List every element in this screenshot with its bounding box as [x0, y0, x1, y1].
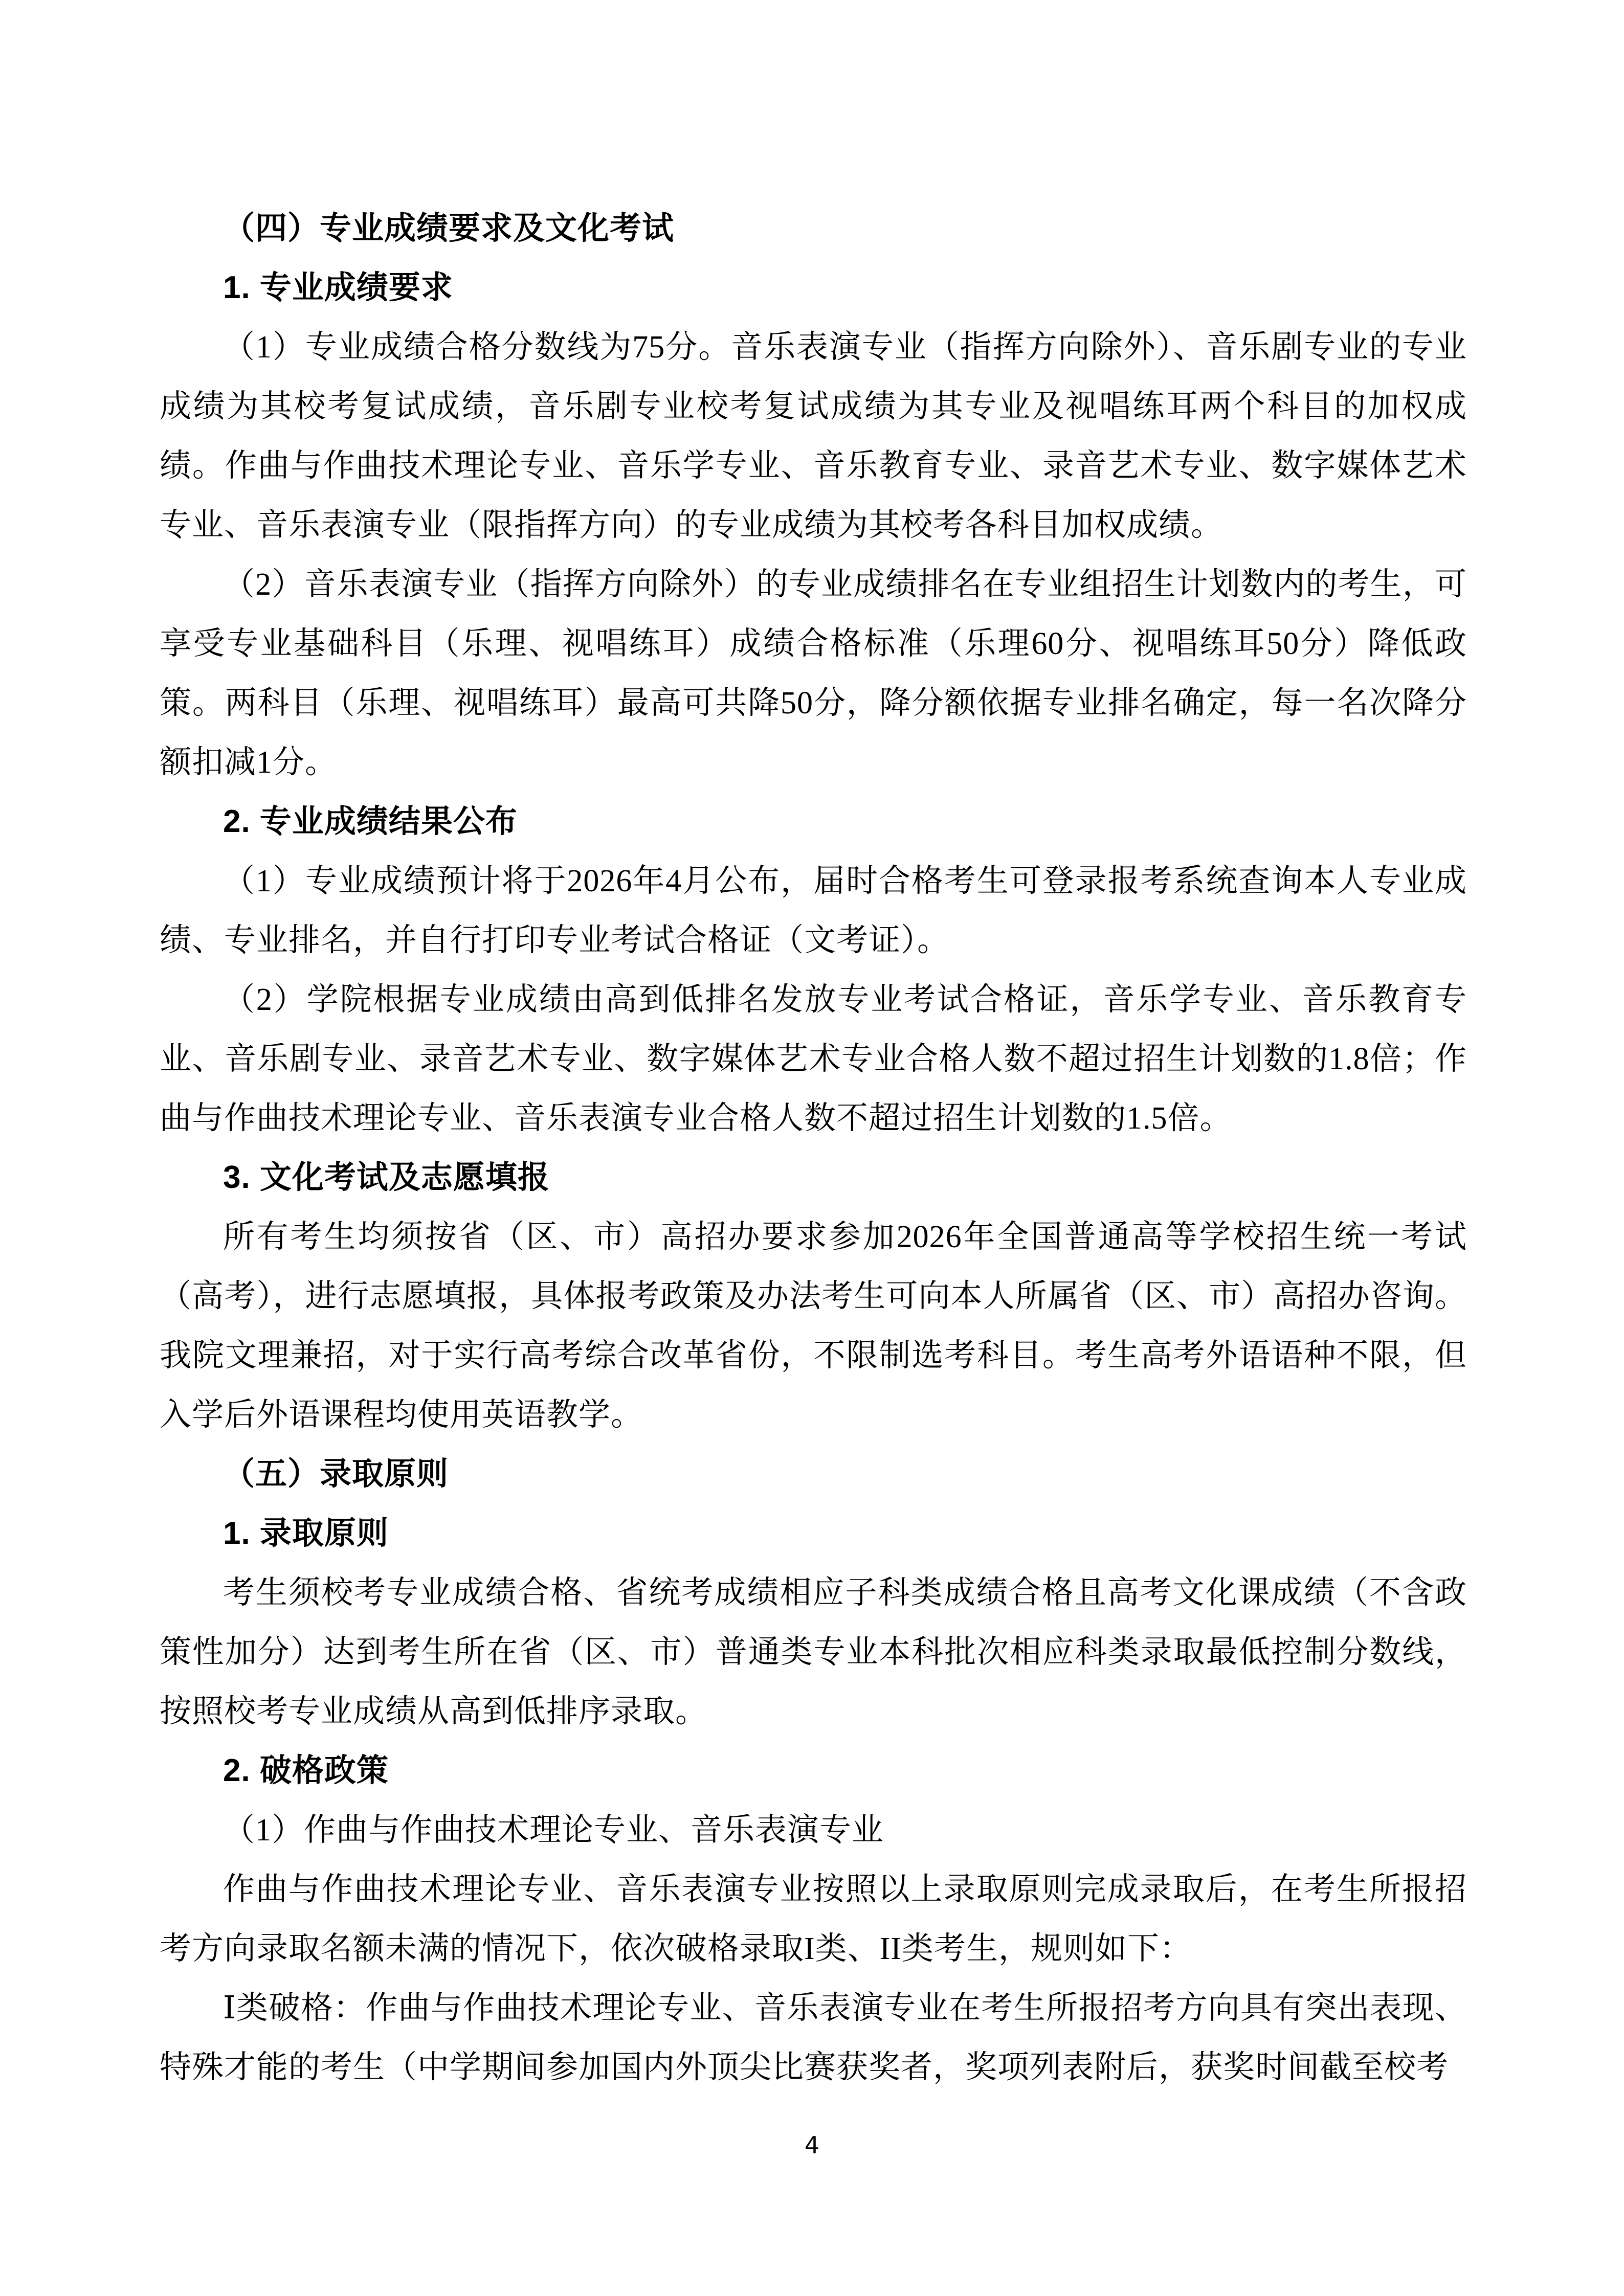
paragraph: 所有考生均须按省（区、市）高招办要求参加2026年全国普通高等学校招生统一考试（高考），进行志愿填报，具体报考政策及办法考生可向本人所属省（区、市）高招办咨询。我院文理兼招，对于实行高考综合改革省份，不限制选考科目。考生高考外语语种不限，但入学后外语课程均使用英语教学。 [160, 1220, 1467, 1432]
section-heading-admission-principles: （五）录取原则 [223, 1456, 449, 1492]
paragraph: （1）专业成绩预计将于2026年4月公布，届时合格考生可登录报考系统查询本人专业成绩、专业排名，并自行打印专业考试合格证（文考证）。 [160, 864, 1467, 958]
paragraph: （1）作曲与作曲技术理论专业、音乐表演专业 [223, 1813, 884, 1848]
paragraph: Ⅰ类破格：作曲与作曲技术理论专业、音乐表演专业在考生所报招考方向具有突出表现、特殊才能的考生（中学期间参加国内外顶尖比赛获奖者，奖项列表附后，获奖时间截至校考 [160, 1991, 1467, 2085]
paragraph: 作曲与作曲技术理论专业、音乐表演专业按照以上录取原则完成录取后，在考生所报招考方向录取名额未满的情况下，依次破格录取I类、II类考生，规则如下： [160, 1872, 1467, 1966]
paragraph: 考生须校考专业成绩合格、省统考成绩相应子科类成绩合格且高考文化课成绩（不含政策性加分）达到考生所在省（区、市）普通类专业本科批次相应科类录取最低控制分数线，按照校考专业成绩从高到低排序录取。 [160, 1575, 1467, 1729]
subsection-heading-score-requirements: 1. 专业成绩要求 [223, 270, 453, 305]
subsection-heading-admission-rules: 1. 录取原则 [223, 1516, 389, 1551]
subsection-heading-score-publication: 2. 专业成绩结果公布 [223, 804, 518, 839]
document-content [160, 199, 1467, 2097]
page-footer [0, 2130, 1624, 2160]
section-heading-professional-scores: （四）专业成绩要求及文化考试 [223, 211, 675, 246]
paragraph: （2）音乐表演专业（指挥方向除外）的专业成绩排名在专业组招生计划数内的考生，可享受专业基础科目（乐理、视唱练耳）成绩合格标准（乐理60分、视唱练耳50分）降低政策。两科目（乐理、视唱练耳）最高可共降50分，降分额依据专业排名确定，每一名次降分额扣减1分。 [160, 567, 1467, 780]
paragraph: （1）专业成绩合格分数线为75分。音乐表演专业（指挥方向除外）、音乐剧专业的专业成绩为其校考复试成绩，音乐剧专业校考复试成绩为其专业及视唱练耳两个科目的加权成绩。作曲与作曲技术理论专业、音乐学专业、音乐教育专业、录音艺术专业、数字媒体艺术专业、音乐表演专业（限指挥方向）的专业成绩为其校考各科目加权成绩。 [160, 330, 1467, 543]
subsection-heading-culture-exam: 3. 文化考试及志愿填报 [223, 1160, 550, 1195]
subsection-heading-exception-policy: 2. 破格政策 [223, 1753, 389, 1788]
paragraph: （2）学院根据专业成绩由高到低排名发放专业考试合格证，音乐学专业、音乐教育专业、音乐剧专业、录音艺术专业、数字媒体艺术专业合格人数不超过招生计划数的1.8倍；作曲与作曲技术理论专业、音乐表演专业合格人数不超过招生计划数的1.5倍。 [160, 982, 1467, 1136]
page-number: 4 [804, 2131, 820, 2159]
